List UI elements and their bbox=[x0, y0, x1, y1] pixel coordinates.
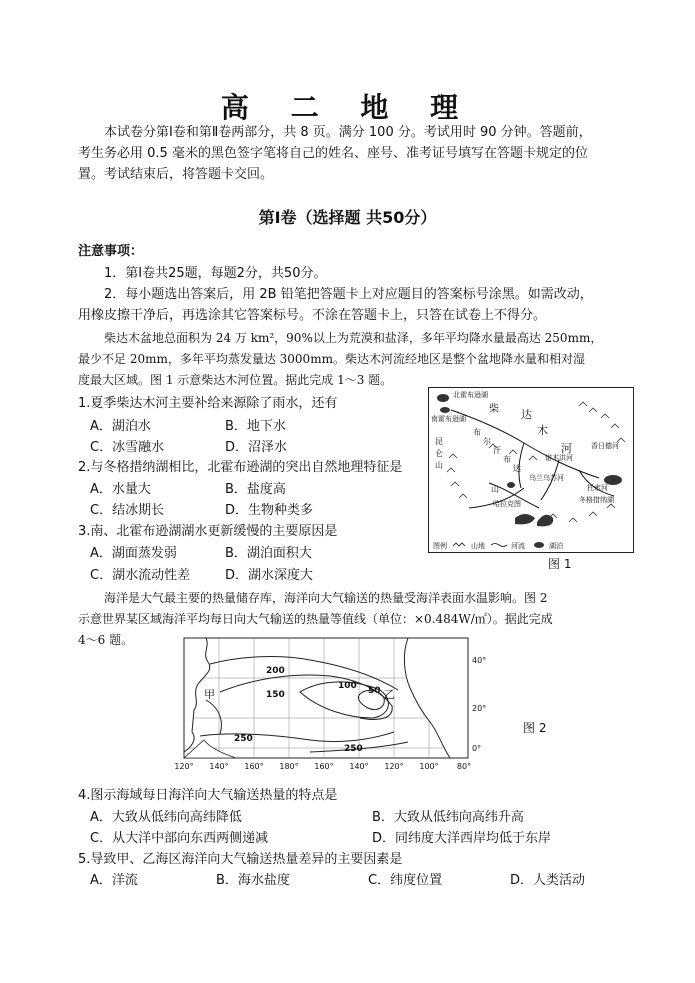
q1-option-c: C．冰雪融水 bbox=[90, 440, 165, 455]
intro-line: 本试卷分第Ⅰ卷和第Ⅱ卷两部分，共 8 页。满分 100 分。考试用时 90 分钟。答题前， bbox=[104, 125, 592, 140]
legend-river: 河流 bbox=[511, 542, 525, 550]
contour-label: 250 bbox=[344, 744, 363, 754]
q3-option-d: D．湖水深度大 bbox=[225, 568, 314, 583]
material-line: 最少不足 20mm，多年平均蒸发量达 3000mm。柴达木河流经地区是整个盆地降水量和相对湿 bbox=[78, 352, 585, 366]
east-landmass bbox=[404, 638, 468, 758]
map-label: 尔 bbox=[483, 437, 491, 446]
qaidam-river-map bbox=[429, 388, 633, 552]
material-line: 度最大区域。图 1 示意柴达木河位置。据此完成 1～3 题。 bbox=[78, 373, 393, 387]
q2-option-a: A．水量大 bbox=[90, 482, 151, 497]
map-label: 达 bbox=[513, 464, 521, 473]
notice-line: 1．第Ⅰ卷共25题，每题2分，共50分。 bbox=[104, 266, 327, 281]
q5-option-d: D．人类活动 bbox=[510, 873, 586, 888]
page-title: 高 二 地 理 bbox=[220, 91, 475, 124]
material-line: 海洋是大气最主要的热量储存库，海洋向大气输送的热量受海洋表面水温影响。图 2 bbox=[104, 591, 548, 605]
lat-tick: 0° bbox=[472, 744, 482, 753]
map-label: 冬格措纳湖 bbox=[579, 496, 614, 504]
heat-flux-contour-map bbox=[174, 636, 500, 776]
legend-lake: 湖泊 bbox=[549, 542, 563, 550]
q5-option-b: B．海水盐度 bbox=[216, 873, 290, 888]
mountain-hatching bbox=[447, 402, 625, 522]
q3-option-c: C．湖水流动性差 bbox=[90, 568, 191, 583]
map-label: 汗 bbox=[493, 446, 501, 455]
river-legend-icon bbox=[491, 544, 507, 547]
q3-option-a: A．湖面蒸发弱 bbox=[90, 546, 177, 561]
lon-tick: 80° bbox=[456, 762, 472, 771]
contour-label: 100 bbox=[338, 681, 357, 691]
map-label: 托索河 bbox=[587, 484, 608, 492]
intro bbox=[78, 122, 638, 185]
region-label-jia: 甲 bbox=[204, 688, 215, 701]
question-2-stem: 2.与冬格措纳湖相比，北霍布逊湖的突出自然地理特征是 bbox=[78, 460, 403, 475]
map-label: 达 bbox=[521, 408, 532, 421]
lat-tick: 40° bbox=[472, 656, 487, 665]
map-label: 乌兰乌苏河 bbox=[529, 474, 564, 482]
notice-line: 用橡皮擦干净后，再选涂其它答案标号。不涂在答题卡上，只答在试卷上不得分。 bbox=[78, 308, 547, 323]
q4-option-a: A．大致从低纬向高纬降低 bbox=[90, 810, 242, 825]
lake-legend-icon bbox=[534, 542, 544, 548]
lon-tick: 120° bbox=[384, 762, 404, 771]
map-label: 河 bbox=[561, 442, 572, 455]
question-3-stem: 3.南、北霍布逊湖湖水更新缓慢的主要原因是 bbox=[78, 524, 338, 539]
map-label: 山 bbox=[491, 485, 499, 494]
figure-2-map bbox=[174, 636, 500, 776]
question-1-stem: 1.夏季柴达木河主要补给来源除了雨水，还有 bbox=[78, 396, 338, 411]
contour-label: 150 bbox=[266, 690, 285, 700]
lon-tick: 140° bbox=[349, 762, 369, 771]
figure-1-map bbox=[428, 387, 634, 553]
legend-heading: 图例 bbox=[433, 542, 447, 550]
q1-option-b: B．地下水 bbox=[225, 419, 286, 434]
q4-option-c: C．从大洋中部向东西两侧递减 bbox=[90, 831, 269, 846]
q4-option-d: D．同纬度大洋西岸均低于东岸 bbox=[372, 831, 552, 846]
material-line: 示意世界某区域海洋平均每日向大气输送的热量等值线（单位：×0.484W/㎡）。据此完成 bbox=[78, 612, 553, 626]
river-lines bbox=[451, 410, 614, 508]
q1-option-a: A．湖泊水 bbox=[90, 419, 151, 434]
q4-option-b: B．大致从低纬向高纬升高 bbox=[372, 810, 524, 825]
material-1 bbox=[78, 328, 643, 391]
question-5-stem: 5.导致甲、乙海区海洋向大气输送热量差异的主要因素是 bbox=[78, 852, 403, 867]
q5-option-c: C．纬度位置 bbox=[368, 873, 443, 888]
intro-line: 考生务必用 0.5 毫米的黑色签字笔将自己的姓名、座号、准考证号填写在答题卡规定的位 bbox=[78, 146, 588, 161]
lon-tick: 140° bbox=[209, 762, 229, 771]
lon-tick: 100° bbox=[419, 762, 439, 771]
lon-tick: 120° bbox=[174, 762, 194, 771]
map-label: 香日德河 bbox=[591, 442, 619, 450]
map-label: 仑 bbox=[435, 449, 443, 458]
lon-tick: 180° bbox=[279, 762, 299, 771]
map-label: 山 bbox=[435, 461, 443, 470]
map-label: 昆 bbox=[435, 437, 443, 446]
notice bbox=[78, 263, 638, 326]
intro-line: 置。考试结束后，将答题卡交回。 bbox=[78, 167, 274, 182]
notice-heading: 注意事项： bbox=[78, 244, 144, 259]
question-4-stem: 4.图示海域每日海洋向大气输送热量的特点是 bbox=[78, 788, 338, 803]
map-label: 木 bbox=[537, 424, 548, 437]
contour-lines bbox=[200, 657, 408, 752]
material-line: 4～6 题。 bbox=[78, 633, 134, 647]
region-label-yi: 乙 bbox=[384, 688, 395, 701]
material-line: 柴达木盆地总面积为 24 万 km²，90%以上为荒漠和盐泽，多年平均降水量最高达 250mm， bbox=[104, 331, 603, 345]
q1-option-d: D．沼泽水 bbox=[225, 440, 288, 455]
lat-tick: 20° bbox=[472, 704, 487, 713]
map-label: 柴 bbox=[489, 404, 499, 415]
map-label: 布 bbox=[503, 455, 511, 464]
map-label: 哈拉克图 bbox=[493, 500, 521, 508]
map-label: 诺木洪河 bbox=[545, 454, 573, 462]
contour-label: 250 bbox=[234, 734, 253, 744]
q2-option-d: D．生物种类多 bbox=[225, 503, 314, 518]
section-title: 第Ⅰ卷（选择题 共50分） bbox=[258, 208, 437, 227]
figure-1-caption: 图 1 bbox=[548, 557, 572, 571]
contour-label: 50 bbox=[368, 686, 381, 696]
figure-2-caption: 图 2 bbox=[523, 721, 547, 735]
map-label: 布 bbox=[473, 428, 481, 437]
lon-tick: 160° bbox=[244, 762, 264, 771]
legend-mountain: 山地 bbox=[471, 542, 485, 550]
q2-option-b: B．盐度高 bbox=[225, 482, 286, 497]
q3-option-b: B．湖泊面积大 bbox=[225, 546, 312, 561]
notice-line: 2．每小题选出答案后，用 2B 铅笔把答题卡上对应题目的答案标号涂黑。如需改动， bbox=[104, 287, 593, 302]
lon-tick: 160° bbox=[314, 762, 334, 771]
map-label: 南霍布逊湖 bbox=[431, 415, 466, 423]
q5-option-a: A．洋流 bbox=[90, 873, 138, 888]
map-label: 北霍布逊湖 bbox=[453, 391, 488, 399]
q2-option-c: C．结冰期长 bbox=[90, 503, 165, 518]
mountain-legend-icon bbox=[453, 543, 465, 546]
contour-label: 200 bbox=[266, 666, 285, 676]
